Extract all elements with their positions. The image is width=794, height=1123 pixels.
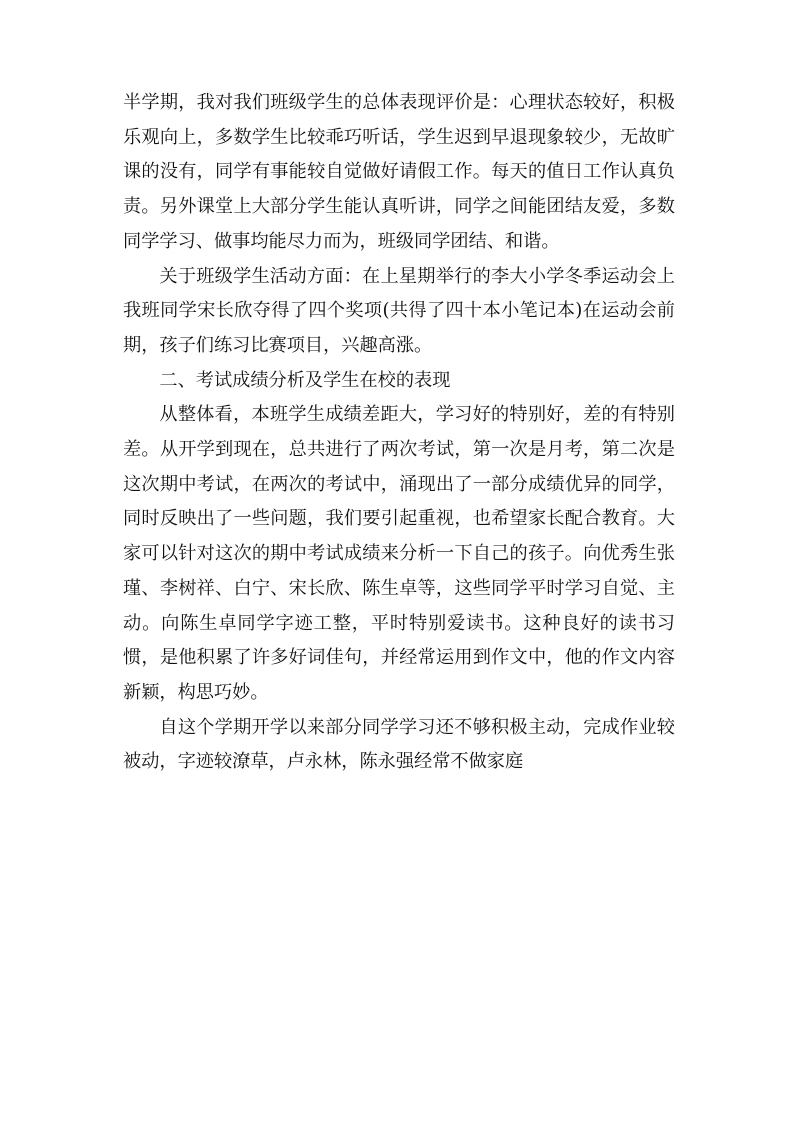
section-heading-exam-analysis: 二、考试成绩分析及学生在校的表现 bbox=[159, 369, 451, 391]
body-paragraph-evaluation: 半学期，我对我们班级学生的总体表现评价是：心理状态较好，积极乐观向上，多数学生比较乖巧听话，学生迟到早退现象较少，无故旷课的没有，同学有事能较自觉做好请假工作。每天的值日工作认真负责。另外课堂上大部分学生能认真听讲，同学之间能团结友爱，多数同学学习、做事均能尽力而为，班级同学团结、和谐。 bbox=[123, 92, 675, 252]
document-page bbox=[123, 86, 675, 780]
body-paragraph-exam-results: 从整体看，本班学生成绩差距大，学习好的特别好，差的有特别差。从开学到现在，总共进行了两次考试，第一次是月考，第二次是这次期中考试，在两次的考试中，涌现出了一部分成绩优异的同学，同时反映出了一些问题，我们要引起重视，也希望家长配合教育。大家可以针对这次的期中考试成绩来分析一下自己的孩子。向优秀生张瑾、李树祥、白宁、宋长欣、陈生卓等，这些同学平时学习自觉、主动。向陈生卓同学字迹工整，平时特别爱读书。这种良好的读书习惯，是他积累了许多好词佳句，并经常运用到作文中，他的作文内容新颖，构思巧妙。 bbox=[123, 404, 675, 703]
body-paragraph-homework-issues: 自这个学期开学以来部分同学学习还不够积极主动，完成作业较被动，字迹较潦草，卢永林，陈永强经常不做家庭 bbox=[123, 716, 675, 773]
body-paragraph-sports-meet: 关于班级学生活动方面：在上星期举行的李大小学冬季运动会上我班同学宋长欣夺得了四个奖项(共得了四十本小笔记本)在运动会前期，孩子们练习比赛项目，兴趣高涨。 bbox=[123, 265, 675, 356]
